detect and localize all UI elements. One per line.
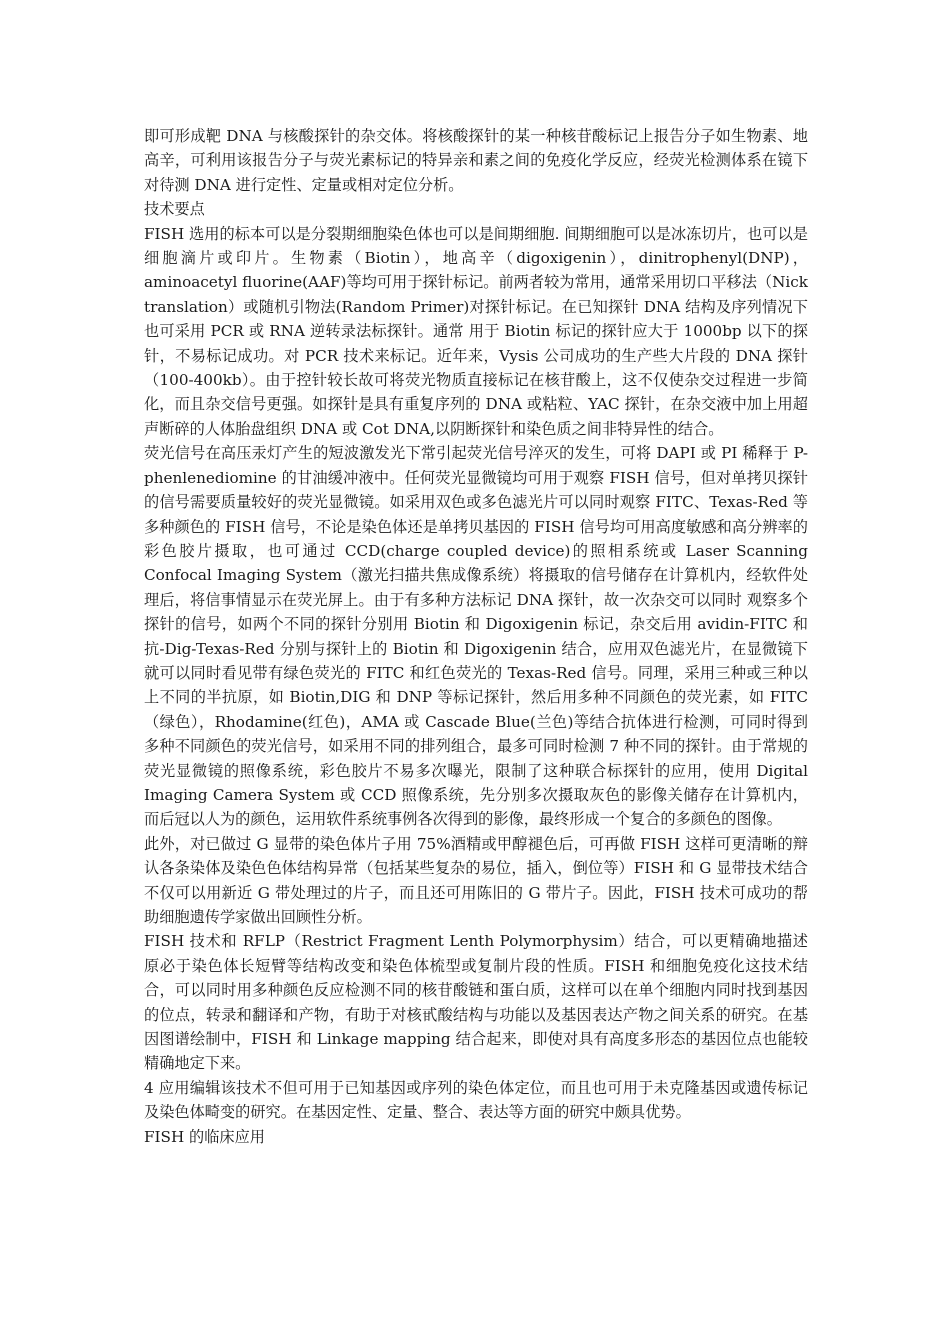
document-body: [144, 124, 808, 1149]
section-heading-clinical: FISH 的临床应用: [144, 1127, 265, 1146]
paragraph-specimen-labeling: FISH 选用的标本可以是分裂期细胞染色体也可以是间期细胞. 间期细胞可以是冰冻切片，也可以是细胞滴片或印片。生物素（Biotin），地高辛（digoxigenin），dinitrophenyl(DNP)，aminoacetyl fluorine(AAF)等均可用于探针标记。前两者较为常用，通常采用切口平移法（Nick translation）或随机引物法(Random Primer)对探针标记。在已知探针 DNA 结构及序列情况下也可采用 PCR 或 RNA 逆转录法标探针。通常 用于 Biotin 标记的探针应大于 1000bp 以下的探针，不易标记成功。对 PCR 技术来标记。近年来，Vysis 公司成功的生产些大片段的 DNA 探针（100-400kb）。由于控针较长故可将荧光物质直接标记在核苷酸上，这不仅使杂交过程进一步简化，而且杂交信号更强。如探针是具有重复序列的 DNA 或粘粒、YAC 探针，在杂交液中加上用超声断碎的人体胎盘组织 DNA 或 Cot DNA,以阴断探针和染色质之间非特异性的结合。: [144, 224, 808, 438]
paragraph-g-banding: 此外，对已做过 G 显带的染色体片子用 75%酒精或甲醇褪色后，可再做 FISH 这样可更清晰的辩认各条染体及染色色体结构异常（包括某些复杂的易位，插入，倒位等）FISH 和 G 显带技术结合不仅可以用新近 G 带处理过的片子，而且还可用陈旧的 G 带片子。因此，FISH 技术可成功的帮助细胞遗传学家做出回顾性分析。: [144, 834, 808, 926]
paragraph-fluorescence-detection: 荧光信号在高压汞灯产生的短波激发光下常引起荧光信号淬灭的发生，可将 DAPI 或 PI 稀释于 P-phenlenediomine 的甘油缓冲液中。任何荧光显微镜均可用于观察 FISH 信号，但对单拷贝探针的信号需要质量较好的荧光显微镜。如采用双色或多色滤光片可以同时观察 FITC、Texas-Red 等多种颜色的 FISH 信号，不论是染色体还是单拷贝基因的 FISH 信号均可用高度敏感和高分辨率的彩色胶片摄取，也可通过 CCD(charge coupled device)的照相系统或 Laser Scanning Confocal Imaging System（激光扫描共焦成像系统）将摄取的信号储存在计算机内，经软件处理后，将信事情显示在荧光屏上。由于有多种方法标记 DNA 探针，故一次杂交可以同时 观察多个探针的信号，如两个不同的探针分别用 Biotin 和 Digoxigenin 标记，杂交后用 avidin-FITC 和抗-Dig-Texas-Red 分别与探针上的 Biotin 和 Digoxigenin 结合，应用双色滤光片，在显微镜下就可以同时看见带有绿色荧光的 FITC 和红色荧光的 Texas-Red 信号。同理，采用三种或三种以上不同的半抗原，如 Biotin,DIG 和 DNP 等标记探针，然后用多种不同颜色的荧光素，如 FITC（绿色），Rhodamine(红色)，AMA 或 Cascade Blue(兰色)等结合抗体进行检测，可同时得到多种不同颜色的荧光信号，如采用不同的排列组合，最多可同时检测 7 种不同的探针。由于常规的荧光显微镜的照像系统，彩色胶片不易多次曝光，限制了这种联合标探针的应用，使用 Digital Imaging Camera System 或 CCD 照像系统，先分别多次摄取灰色的影像关储存在计算机内，而后冠以人为的颜色，运用软件系统事例各次得到的影像，最终形成一个复合的多颜色的图像。: [144, 444, 808, 829]
section-heading-key-points: 技术要点: [144, 200, 205, 219]
paragraph-application: 4 应用编辑该技术不但可用于已知基因或序列的染色体定位，而且也可用于未克隆基因或遗传标记及染色体畸变的研究。在基因定性、定量、整合、表达等方面的研究中颇具优势。: [144, 1078, 808, 1122]
paragraph-rflp: FISH 技术和 RFLP（Restrict Fragment Lenth Polymorphysim）结合，可以更精确地描述原必于染色体长短臂等结构改变和染色体梳型或复制片段的性质。FISH 和细胞免疫化这技术结合，可以同时用多种颜色反应检测不同的核苷酸链和蛋白质，这样可以在单个细胞内同时找到基因的位点，转录和翻译和产物，有助于对核甙酸结构与功能以及基因表达产物之间关系的研究。在基因图谱绘制中，FISH 和 Linkage mapping 结合起来，即使对具有高度多形态的基因位点也能较精确地定下来。: [144, 932, 808, 1073]
paragraph-intro: 即可形成靶 DNA 与核酸探针的杂交体。将核酸探针的某一种核苷酸标记上报告分子如生物素、地高辛，可利用该报告分子与荧光素标记的特异亲和素之间的免疫化学反应，经荧光检测体系在镜下对待测 DNA 进行定性、定量或相对定位分析。: [144, 127, 808, 194]
